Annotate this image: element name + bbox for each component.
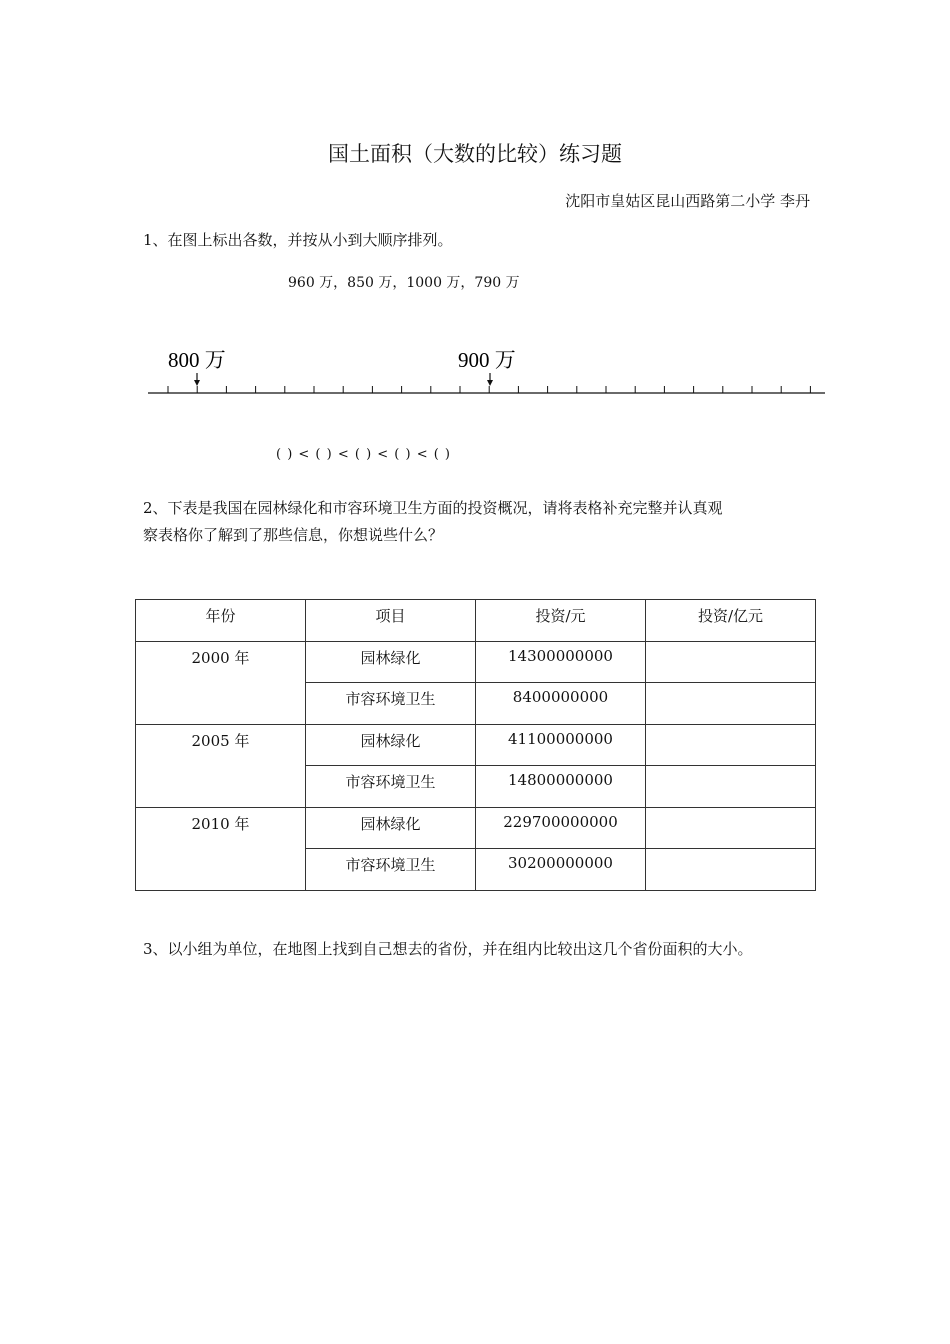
- number-line-label-900: 900 万: [458, 348, 516, 372]
- author-line: 沈阳市皇姑区昆山西路第二小学 李丹: [565, 192, 810, 210]
- question-3-prompt: 3、以小组为单位，在地图上找到自己想去的省份，并在组内比较出这几个省份面积的大小。: [143, 940, 753, 958]
- table-row: [136, 807, 816, 849]
- year-cell: 2000 年: [136, 641, 306, 724]
- table-row: [136, 641, 816, 683]
- year-cell: 2005 年: [136, 724, 306, 807]
- yi-blank-cell[interactable]: [646, 849, 816, 891]
- yi-blank-cell[interactable]: [646, 766, 816, 808]
- page-title: 国土面积（大数的比较）练习题: [328, 142, 622, 166]
- question-2-prompt-line-1: 2、下表是我国在园林绿化和市容环境卫生方面的投资概况，请将表格补充完整并认真观: [143, 499, 723, 517]
- question-1-numbers: 960 万，850 万，1000 万，790 万: [288, 275, 520, 291]
- header-yi: 投资/亿元: [646, 600, 816, 642]
- header-yuan: 投资/元: [476, 600, 646, 642]
- yi-blank-cell[interactable]: [646, 641, 816, 683]
- yuan-cell: 30200000000: [476, 849, 646, 891]
- table-header-row: [136, 600, 816, 642]
- table-row: [136, 724, 816, 766]
- yuan-cell: 8400000000: [476, 683, 646, 725]
- arrow-900-icon: [487, 373, 493, 386]
- yi-blank-cell[interactable]: [646, 683, 816, 725]
- header-item: 项目: [306, 600, 476, 642]
- yuan-cell: 14800000000: [476, 766, 646, 808]
- item-cell: 市容环境卫生: [306, 849, 476, 891]
- item-cell: 市容环境卫生: [306, 683, 476, 725]
- number-line-ticks: [168, 386, 810, 393]
- yi-blank-cell[interactable]: [646, 807, 816, 849]
- yuan-cell: 229700000000: [476, 807, 646, 849]
- yi-blank-cell[interactable]: [646, 724, 816, 766]
- question-2-prompt-line-2: 察表格你了解到了那些信息，你想说些什么？: [143, 526, 444, 544]
- item-cell: 园林绿化: [306, 807, 476, 849]
- yuan-cell: 41100000000: [476, 724, 646, 766]
- item-cell: 市容环境卫生: [306, 766, 476, 808]
- investment-table: [135, 599, 816, 891]
- question-1-prompt: 1、在图上标出各数，并按从小到大顺序排列。: [143, 231, 453, 249]
- question-1-blanks: ( ) < ( ) < ( ) < ( ) < ( ): [276, 447, 451, 462]
- item-cell: 园林绿化: [306, 641, 476, 683]
- item-cell: 园林绿化: [306, 724, 476, 766]
- arrow-800-icon: [194, 373, 200, 386]
- yuan-cell: 14300000000: [476, 641, 646, 683]
- number-line-label-800: 800 万: [168, 348, 226, 372]
- header-year: 年份: [136, 600, 306, 642]
- number-line: [0, 330, 950, 410]
- year-cell: 2010 年: [136, 807, 306, 890]
